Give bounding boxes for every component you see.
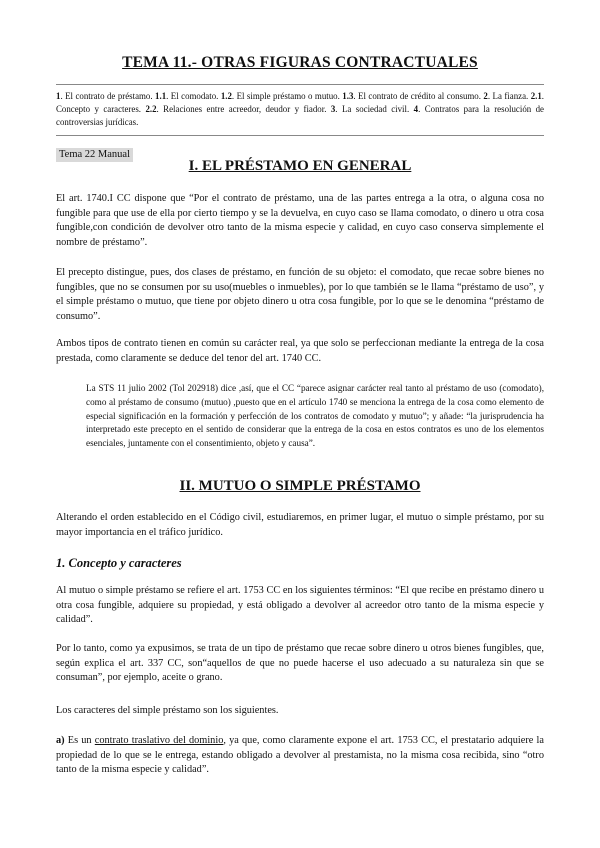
summary-text: . Contratos para la resolución de controversias jurídicas.: [56, 104, 545, 127]
summary-num: 2.1: [530, 91, 542, 101]
summary-num: 1: [56, 91, 61, 101]
paragraph-text: , ya que, como claramente expone el art. 1753 CC, el prestatario adquiere la propiedad de lo que se le entrega, estando obligado a devolver al prestamista, no la misma cosa recibida, sino “otro tanto de la misma especie y calidad”.: [56, 735, 544, 775]
summary-text: . El contrato de crédito al consumo.: [353, 91, 484, 101]
summary-num: 1.3: [342, 91, 354, 101]
document-page: [56, 54, 545, 775]
summary-text: . El contrato de préstamo.: [60, 91, 156, 101]
summary-num: 2: [483, 91, 488, 101]
document-title: TEMA 11.- OTRAS FIGURAS CONTRACTUALES: [122, 54, 478, 71]
summary-num: 2.2: [145, 104, 157, 114]
summary-divider: [56, 135, 544, 136]
quote-block: La STS 11 julio 2002 (Tol 202918) dice ,así, que el CC “parece asignar carácter real tanto al préstamo de uso (comodato), como al préstamo de consumo (mutuo) ,puesto que en el artículo 1740 se menciona la entrega de la cosa como elemento de especial significación en la formación y perfección de los contratos de comodato y mutuo”; y añade: “la jurisprudencia ha interpretado este precepto en el sentido de considerar que la entrega de la cosa en estos contratos es uno de los elementos esenciales, juntamente con el consentimiento, objeto y causa”.: [86, 383, 544, 449]
paragraph: Por lo tanto, como ya expusimos, se trata de un tipo de préstamo que recae sobre dinero u otros bienes fungibles, que, según explica el art. 337 CC, son“aquellos de que no puede hacerse el uso adecuado a su naturaleza sin que se consuman”, por ejemplo, aceite o grano.: [56, 643, 544, 683]
section-title: I. EL PRÉSTAMO EN GENERAL: [188, 158, 412, 174]
paragraph: Ambos tipos de contrato tienen en común su carácter real, ya que solo se perfeccionan mediante la entrega de la cosa prestada, como claramente se deduce del tenor del art. 1740 CC.: [56, 338, 544, 364]
manual-tag: Tema 22 Manual: [56, 148, 133, 162]
paragraph: El art. 1740.I CC dispone que “Por el contrato de préstamo, una de las partes entrega a la otra, o alguna cosa no fungible para que use de ella por cierto tiempo y se la devuelva, en cuyo caso se llama comodato, o dinero u otra cosa fungible,con condición de devolver otro tanto de la misma especie y calidad, en cuyo caso conserva simplemente el nombre de préstamo”.: [56, 193, 544, 248]
summary-num: 4: [413, 104, 419, 114]
underlined-term: contrato traslativo del dominio: [94, 735, 224, 746]
summary-text: . Relaciones entre acreedor, deudor y fiador.: [156, 104, 331, 114]
summary-num: 3: [330, 104, 336, 114]
paragraph: [56, 734, 544, 778]
item-label: a): [56, 735, 65, 746]
summary-text: . El comodato.: [166, 91, 221, 101]
topic-summary: [56, 90, 544, 129]
summary-num: 1.2: [220, 91, 232, 101]
paragraph-text: Es un: [64, 735, 95, 746]
summary-text: . La sociedad civil.: [335, 104, 414, 114]
paragraph: Alterando el orden establecido en el Código civil, estudiaremos, en primer lugar, el mutuo o simple préstamo, por su mayor importancia en el tráfico jurídico.: [56, 512, 544, 538]
paragraph: Al mutuo o simple préstamo se refiere el art. 1753 CC en los siguientes términos: “El que recibe en préstamo dinero u otra cosa fungible, adquiere su propiedad, y está obligado a devolver al acreedor otro tanto de la misma especie y calidad”.: [56, 585, 544, 625]
subsection-title: 1. Concepto y caracteres: [56, 556, 182, 570]
paragraph: El precepto distingue, pues, dos clases de préstamo, en función de su objeto: el comodato, que recae sobre bienes no fungibles, que no se consumen por su uso(muebles o inmuebles), por lo que también se le llama “préstamo de uso”, y el simple préstamo o mutuo, que tiene por objeto dinero u otra cosa fungible, por lo que se le denomina “préstamo de consumo”.: [56, 267, 544, 322]
paragraph: Los caracteres del simple préstamo son los siguientes.: [56, 705, 279, 716]
section-title: II. MUTUO O SIMPLE PRÉSTAMO: [179, 478, 421, 494]
summary-num: 1.1: [155, 91, 167, 101]
summary-text: . La fianza.: [487, 91, 531, 101]
summary-text: . El simple préstamo o mutuo.: [231, 91, 343, 101]
title-divider: [56, 84, 544, 85]
summary-text: . Concepto y caracteres.: [56, 91, 545, 114]
